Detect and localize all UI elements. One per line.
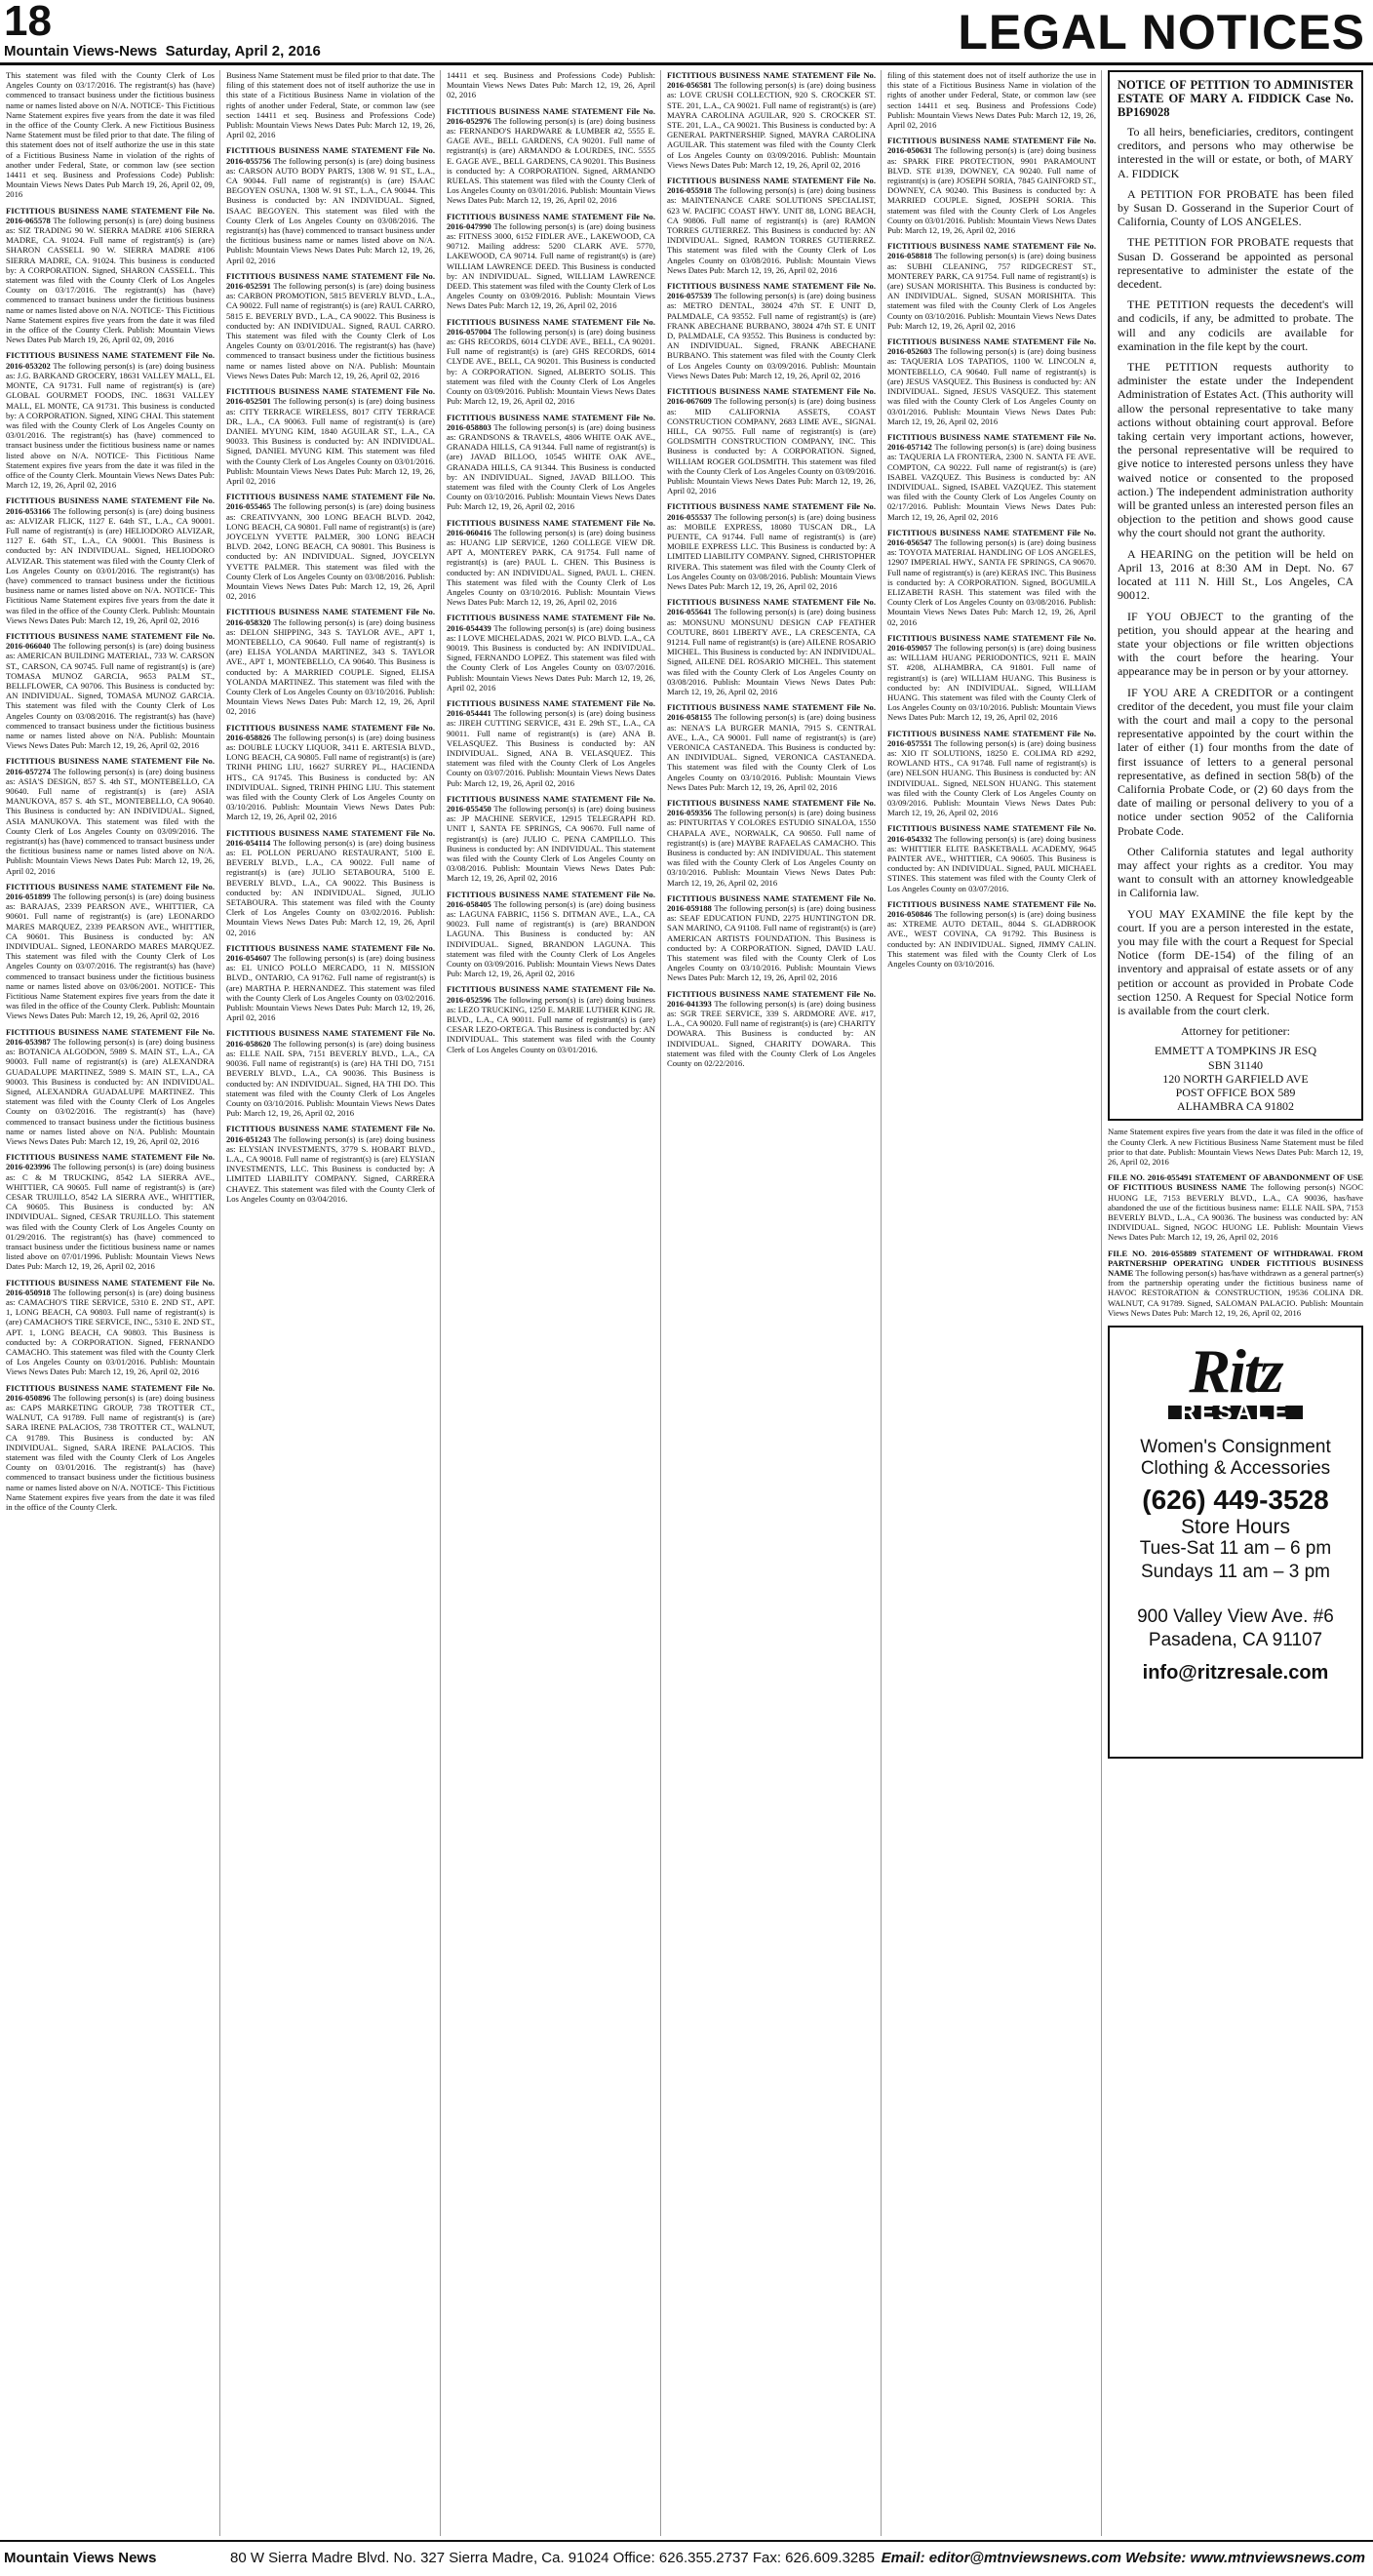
notice-heading: FILE NO. 2016-055889 STATEMENT OF WITHDRAWAL FROM PARTNERSHIP OPERATING UNDER FICTITIOUS BUSINESS NAME (1108, 1248, 1363, 1279)
legal-notice (226, 386, 435, 486)
notice-heading: FICTITIOUS BUSINESS NAME STATEMENT File No. 2016-058320 (226, 607, 435, 627)
notice-body: The following person(s) is (are) doing business as: TOYOTA MATERIAL HANDLING OF LOS ANGELES, 12907 IMPERIAL HWY., SANTA FE SPRINGS, CA 90670. Full name of registrant(s) is (are) KERAS INC. This Business is conducted by: A CORPORATION. Signed, BOGUMILA ELIZABETH RASH. This statement was filed with the County Clerk of Los Angeles County on 03/08/2016. Publish: Mountain Views News Dates Pub: March 12, 19, 26, April 02, 2016 (887, 536, 1096, 627)
notice-heading: FICTITIOUS BUSINESS NAME STATEMENT File No. 2016-058620 (226, 1028, 435, 1049)
notice-body: The following person(s) is (are) doing business as: GHS RECORDS, 6014 CLYDE AVE., BELL, CA 90201. Full name of registrant(s) is (are) GHS RECORDS, 6014 CLYDE AVE., BELL, CA 90201. This Business is conducted by: A CORPORATION. Signed, ALBERTO SOLIS. This statement was filed with the County Clerk of Los Angeles County on 03/09/2016. Publish: Mountain Views News Dates Pub: March 12, 19, 26, April 02, 2016 (447, 326, 655, 407)
notice-body: The following person(s) is (are) doing business as: BARAJAS, 2339 PEARSON AVE., WHITTIER, CA 90601. Full name of registrant(s) is (are) LEONARDO MARES MARQUEZ, 2339 PEARSON AVE., WHITTIER, CA 90601. This Business is conducted by: AN INDIVIDUAL. Signed, LEONARDO MARES MARQUEZ. This statement was filed with the County Clerk of Los Angeles County on 03/07/2016. The registrant(s) has (have) commenced to transact business under the fictitious business name or names listed above on 03/06/2001. NOTICE- This Fictitious Name Statement expires five years from the date it was filed in the office of the County Clerk. Publish: Mountain Views News Dates Pub: March 12, 19, 26, April 02, 2016 (6, 892, 215, 1021)
legal-notice (447, 317, 655, 407)
column-3 (447, 70, 655, 2536)
legal-notice (887, 241, 1096, 331)
notice-body: The following person(s) is (are) doing business as: TAQUERIA LA FRONTERA, 2300 N. SANTA FE AVE. COMPTON, CA 90222. Full name of registrant(s) is (are) ISABEL VAZQUEZ. This Business is conducted by: AN INDIVIDUAL. Signed, ISABEL VAZQUEZ. This statement was filed with the County Clerk of Los Angeles County on 02/17/2016. Publish: Mountain Views News Dates Pub: March 12, 19, 26, April 02, 2016 (887, 442, 1096, 522)
notice-heading: FICTITIOUS BUSINESS NAME STATEMENT File No. 2016-056547 (887, 527, 1096, 547)
notice-heading: FICTITIOUS BUSINESS NAME STATEMENT File No. 2016-051899 (6, 881, 215, 902)
legal-notice (6, 495, 215, 625)
ad-hours-title: Store Hours (1180, 1516, 1291, 1539)
notice-body: The following person(s) is (are) doing business as: LOVE CRUSH COLLECTION, 920 S. CROCKER ST. STE. 201, L.A., CA 90021. Full name of registrant(s) is (are) MAYRA CAROLINA AGUILAR, 920 S. CROCKER ST. STE. 201, L.A., CA 90021. This Business is conducted by: A GENERAL PARTNERSHIP. Signed, MAYRA CAROLINA AGUILAR. This statement was filed with the County Clerk of Los Angeles County on 03/09/2016. Publish: Mountain Views News Dates Pub: March 12, 19, 26, April 02, 2016 (667, 80, 876, 170)
legal-notice (447, 698, 655, 788)
legal-notice (226, 1028, 435, 1118)
header-divider (0, 62, 1373, 65)
notice-heading: FICTITIOUS BUSINESS NAME STATEMENT File No. 2016-067609 (667, 386, 876, 407)
attorney-line: ALHAMBRA CA 91802 (1176, 1099, 1295, 1114)
issue-date: Saturday, April 2, 2016 (165, 43, 321, 59)
notice-body: The following person(s) is (are) doing business as: CARSON AUTO BODY PARTS, 1308 W. 91 ST., L.A., CA 90044. Full name of registrant(s) is (are) ISAAC BEGOYEN OSUNA, 1308 W. 91 ST., L.A., CA 90044. This Business is conducted by: AN INDIVIDUAL. Signed, ISAAC BEGOYEN. This statement was filed with the County Clerk of Los Angeles County on 03/08/2016. The registrant(s) has (have) commenced to transact business under the fictitious business name or names listed above on N/A. Publish: Mountain Views News Dates Pub: March 12, 19, 26, April 02, 2016 (226, 155, 435, 265)
legal-notice (6, 206, 215, 345)
ad-address-line: Pasadena, CA 91107 (1148, 1629, 1323, 1650)
notice-body: The following person(s) has/have withdrawn as a general partner(s) from the partnership operating under the fictitious business name of HAVOC RESTORATION & CONSTRUCTION, 19536 COLINA DR. WALNUT, CA 91789. Signed, SALOMAN PALACIO. Publish: Mountain Views News Dates Pub: March 12, 19, 26, April 02, 2016 (1108, 1268, 1363, 1318)
ad-tagline: Women's Consignment Clothing & Accessories (1140, 1437, 1331, 1480)
notice-body: The following person(s) is (are) doing business as: MID CALIFORNIA ASSETS, COAST CONSTRUCTION COMPANY, 2683 LIME AVE., SIGNAL HILL, CA 90755. Full name of registrant(s) is (are) GOLDSMITH CONSTRUCTION COMPANY, INC. This Business is conducted by: A CORPORATION. Signed, WILLIAM ROGER GOLDSMITH. This statement was filed with the County Clerk of Los Angeles County on 03/09/2016. Publish: Mountain Views News Dates Pub: March 12, 19, 26, April 02, 2016 (667, 396, 876, 496)
notice-heading: FICTITIOUS BUSINESS NAME STATEMENT File No. 2016-058818 (887, 241, 1096, 261)
notice-heading: FICTITIOUS BUSINESS NAME STATEMENT File No. 2016-055641 (667, 597, 876, 617)
legal-notice (667, 702, 876, 792)
notice-heading: FICTITIOUS BUSINESS NAME STATEMENT File No. 2016-050631 (887, 136, 1096, 156)
notice-body: The following person(s) is (are) doing business as: CAMACHO'S TIRE SERVICE, 5310 E. 2ND ST., APT. 1, LONG BEACH, CA 90803. Full name of registrant(s) is (are) CAMACHO'S TIRE SERVICE, INC., 5310 E. 2ND ST., APT. 1, LONG BEACH, CA 90803. This Business is conducted by: A CORPORATION. Signed, FERNANDO CAMACHO. This statement was filed with the County Clerk of Los Angeles County on 03/01/2016. Publish: Mountain Views News Dates Pub: March 12, 19, 26, April 02, 2016 (6, 1287, 215, 1377)
legal-notice (226, 607, 435, 716)
column-divider (440, 70, 441, 2536)
notice-heading: FICTITIOUS BUSINESS NAME STATEMENT File No. 2016-055450 (447, 793, 655, 814)
petition-paragraph: A HEARING on the petition will be held on April 13, 2016 at 8:30 AM in Dept. No. 67 located at 111 N. Hill St., Los Angeles, CA 90012. (1118, 546, 1353, 603)
notice-body: The following person(s) is (are) doing business as: EL POLLON PERUANO RESTAURANT, 5100 E. BEVERLY BLVD., L.A., CA 90022. Full name of registrant(s) is (are) JULIO SETABOURA, 5100 E. BEVERLY BLVD., L.A., CA 90022. This Business is conducted by: AN INDIVIDUAL. Signed, JULIO SETABOURA. This statement was filed with the County Clerk of Los Angeles County on 03/02/2016. Publish: Mountain Views News Dates Pub: March 12, 19, 26, April 02, 2016 (226, 837, 435, 937)
notice-body: The following person(s) is (are) doing business as: SGR TREE SERVICE, 339 S. ARDMORE AVE. #17, L.A., CA 90020. Full name of registrant(s) is (are) CHARITY DOWARA. This Business is conducted by: AN INDIVIDUAL. Signed, CHARITY DOWARA. This statement was filed with the County Clerk of Los Angeles County on 02/22/2016. (667, 998, 876, 1069)
notice-body: Business Name Statement must be filed prior to that date. The filing of this statement does not of itself authorize the use in this state of a Fictitious Business Name in violation of the rights of another under Federal, State, or common law (see section 14411 et seq. Business and Professions Code) Publish: Mountain Views News Dates Pub: March 12, 19, 26, April 02, 2016 (226, 70, 435, 140)
legal-notice (887, 823, 1096, 892)
notice-heading: FICTITIOUS BUSINESS NAME STATEMENT File No. 2016-055465 (226, 492, 435, 512)
footer-contact: Email: editor@mtnviewsnews.com Website: www.mtnviewsnews.com (881, 2550, 1365, 2566)
notice-heading: FICTITIOUS BUSINESS NAME STATEMENT File No. 2016-054439 (447, 613, 655, 633)
column-divider (881, 70, 882, 2536)
ad-address-line: 900 Valley View Ave. #6 (1137, 1605, 1334, 1627)
legal-notice (226, 1124, 435, 1204)
legal-notice (667, 597, 876, 696)
notice-body: The following person(s) is (are) doing business as: I LOVE MICHELADAS, 2021 W. PICO BLVD. L.A., CA 90019. This Business is conducted by: AN INDIVIDUAL. Signed, FERNANDO LOPEZ. This statement was filed with the County Clerk of Los Angeles County on 03/07/2016. Publish: Mountain Views News Dates Pub: March 12, 19, 26, April 02, 2016 (447, 622, 655, 693)
notice-heading: FICTITIOUS BUSINESS NAME STATEMENT File No. 2016-059356 (667, 798, 876, 818)
notice-heading: FICTITIOUS BUSINESS NAME STATEMENT File No. 2016-055537 (667, 501, 876, 522)
petition-paragraph: Other California statutes and legal authority may affect your rights as a creditor. You may want to consult with an attorney knowledgeable in California law. (1118, 844, 1353, 900)
notice-body: The following person(s) is (are) doing business as: PINTURITAS Y COLORES ESTUDIO SINALOA, 1550 CHAPALA AVE., NORWALK, CA 90650. Full name of registrant(s) is (are) MAYBE RAFAELAS CAMACHO. This Business is conducted by: AN INDIVIDUAL. This statement was filed with the County Clerk of Los Angeles County on 03/10/2016. Publish: Mountain Views News Dates Pub: March 12, 19, 26, April 02, 2016 (667, 808, 876, 888)
notice-heading: FICTITIOUS BUSINESS NAME STATEMENT File No. 2016-060416 (447, 517, 655, 537)
notice-heading: FICTITIOUS BUSINESS NAME STATEMENT File No. 2016-058826 (226, 722, 435, 742)
legal-notice (887, 633, 1096, 723)
petition-paragraphs (1118, 125, 1353, 1017)
legal-notice (226, 723, 435, 822)
petition-title: NOTICE OF PETITION TO ADMINISTER ESTATE OF MARY A. FIDDICK Case No. BP169028 (1118, 78, 1353, 119)
legal-notice (6, 350, 215, 490)
publication-dateline (4, 43, 321, 59)
notice-body: The following person(s) is (are) doing business as: XTREME AUTO DETAIL, 8044 S. GLADBROOK AVE., WEST COVINA, CA 91792. This Business is conducted by: AN INDIVIDUAL. Signed, JIMMY CALIN. This statement was filed with the County Clerk of Los Angeles County on 03/10/2016. (887, 909, 1096, 970)
notice-body: The following person(s) is (are) doing business as: CITY TERRACE WIRELESS, 8017 CITY TERRACE DR., L.A., CA 90063. Full name of registrant(s) is (are) DANIEL MYUNG KIM, 1840 AGUILAR ST., L.A., CA 90033. This Business is conducted by: AN INDIVIDUAL. Signed, DANIEL MYUNG KIM. This statement was filed with the County Clerk of Los Angeles County on 03/01/2016. Publish: Mountain Views News Dates Pub: March 12, 19, 26, April 02, 2016 (226, 396, 435, 486)
notice-heading: FICTITIOUS BUSINESS NAME STATEMENT File No. 2016-066040 (6, 630, 215, 652)
legal-notice (447, 106, 655, 206)
notice-heading: FICTITIOUS BUSINESS NAME STATEMENT File No. 2016-053987 (6, 1026, 215, 1047)
legal-notice (6, 1027, 215, 1146)
notice-heading: FICTITIOUS BUSINESS NAME STATEMENT File No. 2016-053202 (6, 350, 215, 371)
legal-notice (667, 386, 876, 495)
notice-body: The following person(s) is (are) doing business as: DOUBLE LUCKY LIQUOR, 3411 E. ARTESIA BLVD., LONG BEACH, CA 90805. Full name of registrant(s) is (are) TRINH PHING LIU, 16627 SURREY PL., HACIENDA HTS., CA 91745. This Business is conducted by: AN INDIVIDUAL. Signed, TRINH PHING LIU. This statement was filed with the County Clerk of Los Angeles County on 03/10/2016. Publish: Mountain Views News Dates Pub: March 12, 19, 26, April 02, 2016 (226, 732, 435, 822)
column-divider (219, 70, 220, 2536)
notice-body: The following person(s) is (are) doing business as: SUBHI CLEANING, 757 RIDGECREST ST., MONTEREY PARK, CA 91754. Full name of registrant(s) is (are) SUSAN MORISHITA. This Business is conducted by: AN INDIVIDUAL. Signed, SUSAN MORISHITA. This statement was filed with the County Clerk of Los Angeles County on 03/10/2016. Publish: Mountain Views News Dates Pub: March 12, 19, 26, April 02, 2016 (887, 251, 1096, 331)
legal-notice (226, 145, 435, 264)
column-divider (660, 70, 661, 2536)
legal-notice (1108, 1248, 1363, 1318)
legal-notice (887, 70, 1096, 130)
column-6-notices (1108, 1127, 1363, 1318)
legal-notice (447, 212, 655, 311)
notice-body: The following person(s) is (are) doing business as: ALVIZAR FLICK, 1127 E. 64th ST., L.A., CA 90001. Full name of registrant(s) is (are) HELIODORO ALVIZAR, 1127 E. 64th ST., L.A., CA 90001. This Business is conducted by: AN INDIVIDUAL. Signed, HELIODORO ALVIZAR. This statement was filed with the County Clerk of Los Angeles County on 03/01/2016. The registrant(s) has (have) commenced to transact business under the fictitious business name or names listed above on N/A. NOTICE- This Fictitious Name Statement expires five years from the date it was filed in the office of the County Clerk. Publish: Mountain Views News Dates Pub: March 12, 19, 26, April 02, 2016 (6, 505, 215, 625)
notice-heading: FICTITIOUS BUSINESS NAME STATEMENT File No. 2016-065578 (6, 205, 215, 225)
notice-body: The following person(s) is (are) doing business as: GRANDSONS & TRAVELS, 4806 WHITE OAK AVE., GRANADA HILLS, CA 91344. Full name of registrant(s) is (are) JAVAD BILLOO, 10545 WHITE OAK AVE., GRANADA HILLS, CA 91344. This Business is conducted by: AN INDIVIDUAL. Signed, JAVAD BILLOO. This statement was filed with the County Clerk of Los Angeles County on 03/10/2016. Publish: Mountain Views News Dates Pub: March 12, 19, 26, April 02, 2016 (447, 421, 655, 512)
notice-body: The following person(s) is (are) doing business as: JIREH CUTTING SERVICE, 431 E. 29th ST., L.A., CA 90011. Full name of registrant(s) is (are) ANA B. VELASQUEZ. This Business is conducted by: AN INDIVIDUAL. Signed, ANA B. VELASQUEZ. This statement was filed with the County Clerk of Los Angeles County on 03/07/2016. Publish: Mountain Views News Dates Pub: March 12, 19, 26, April 02, 2016 (447, 708, 655, 788)
notice-body: The following person(s) is (are) doing business as: JP MACHINE SERVICE, 12915 TELEGRAPH RD. UNIT I, SANTA FE SPRINGS, CA 90670. Full name of registrant(s) is (are) JULIO C. PENA CAMPILLO. This Business is conducted by: AN INDIVIDUAL. This statement was filed with the County Clerk of Los Angeles County on 03/08/2016. Publish: Mountain Views News Dates Pub: March 12, 19, 26, April 02, 2016 (447, 804, 655, 884)
notice-heading: FICTITIOUS BUSINESS NAME STATEMENT File No. 2016-054332 (887, 823, 1096, 844)
notice-heading: FICTITIOUS BUSINESS NAME STATEMENT File No. 2016-051243 (226, 1124, 435, 1144)
notice-heading: FICTITIOUS BUSINESS NAME STATEMENT File No. 2016-052596 (447, 984, 655, 1005)
notice-heading: FICTITIOUS BUSINESS NAME STATEMENT File No. 2016-050896 (6, 1382, 215, 1403)
ad-hours-line: Sundays 11 am – 3 pm (1141, 1561, 1330, 1582)
legal-notice (887, 528, 1096, 627)
notice-body: The following person(s) is (are) doing business as: CREATIVYANN, 300 LONG BEACH BLVD. 2042, LONG BEACH, CA 90801. Full name of registrant(s) is (are) JOYCELYN YVETTE PALMER, 300 LONG BEACH BLVD. 2042, LONG BEACH, CA 90801. This Business is conducted by: AN INDIVIDUAL. Signed, JOYCELYN YVETTE PALMER. This statement was filed with the County Clerk of Los Angeles County on 03/08/2016. Publish: Mountain Views News Dates Pub: March 12, 19, 26, April 02, 2016 (226, 501, 435, 602)
petition-paragraph: THE PETITION FOR PROBATE requests that Susan D. Gosserand be appointed as personal representative to administer the estate of the decedent. (1118, 235, 1353, 292)
ad-phone: (626) 449-3528 (1142, 1485, 1329, 1516)
notice-heading: FICTITIOUS BUSINESS NAME STATEMENT File No. 2016-023996 (6, 1152, 215, 1172)
notice-body: The following person(s) is (are) doing business as: NENA'S LA BURGER MANIA, 7915 S. CENTRAL AVE., L.A., CA 90001. Full name of registrant(s) is (are) VERONICA CASTANEDA. This Business is conducted by: AN INDIVIDUAL. Signed, VERONICA CASTANEDA. This statement was filed with the County Clerk of Los Angeles County on 03/10/2016. Publish: Mountain Views News Dates Pub: March 12, 19, 26, April 02, 2016 (667, 712, 876, 792)
legal-notice (447, 413, 655, 512)
notice-heading: FICTITIOUS BUSINESS NAME STATEMENT File No. 2016-059057 (887, 632, 1096, 653)
legal-notice (667, 893, 876, 983)
column-6 (1108, 70, 1363, 2536)
legal-notice (6, 1278, 215, 1377)
notice-body: The following person(s) is (are) doing business as: LEZO TRUCKING, 1250 E. MARIE LUTHER KING JR. BLVD., L.A., CA 90011. Full name of registrant(s) is (are) CESAR LEZO-ORTEGA. This Business is conducted by: AN INDIVIDUAL. This statement was filed with the County Clerk of Los Angeles County on 03/01/2016. (447, 994, 655, 1054)
legal-notice (447, 70, 655, 100)
legal-notice (447, 518, 655, 608)
petition-paragraph: YOU MAY EXAMINE the file kept by the court. If you are a person interested in the estate, you may file with the court a Request for Special Notice (form DE-154) of the filing of an inventory and appraisal of estate assets or of any petition or account as provided in Probate Code section 1250. A Request for Special Notice form is available from the court clerk. (1118, 906, 1353, 1017)
notice-body: The following person(s) is (are) doing business as: SPARK FIRE PROTECTION, 9901 PARAMOUNT BLVD. STE #139, DOWNEY, CA 90240. Full name of registrant(s) is (are) JOSEPH SORIA, 7845 GAINFORD ST., DOWNEY, CA 90240. This Business is conducted by: A MARRIED COUPLE. Signed, JOSEPH SORIA. This statement was filed with the County Clerk of Los Angeles County on 03/01/2016. Publish: Mountain Views News Dates Pub: March 12, 19, 26, April 02, 2016 (887, 145, 1096, 236)
legal-notice (667, 281, 876, 380)
notice-body: The following person(s) is (are) doing business as: LAGUNA FABRIC, 1156 S. DITMAN AVE., L.A., CA 90023. Full name of registrant(s) is (are) BRANDON LAGUNA. This Business is conducted by: AN INDIVIDUAL. Signed, BRANDON LAGUNA. This statement was filed with the County Clerk of Los Angeles County on 03/09/2016. Publish: Mountain Views News Dates Pub: March 12, 19, 26, April 02, 2016 (447, 898, 655, 979)
notice-heading: FICTITIOUS BUSINESS NAME STATEMENT File No. 2016-052603 (887, 337, 1096, 357)
notice-body: The following person(s) is (are) doing business as: SIZ TRADING 90 W. SIERRA MADRE #106 SIERRA MADRE, CA. 91024. Full name of registrant(s) is (are) SHARON CASSELL 90 W. SIERRA MADRE #106 SIERRA MADRE, CA. 91024. This business is conducted by: A CORPORATION. Signed, SHARON CASSELL. This statement was filed with the County Clerk of Los Angeles County on 03/17/2016. The registrant(s) has (have) commenced to transact business under the fictitious business name or names listed above on N/A. NOTICE- This Fictitious Name Statement expires five years from the date it was filed in the office of the County Clerk. Publish: Mountain Views News Dates Pub March 19, 26, April 02, 09, 2016 (6, 215, 215, 345)
notice-heading: FICTITIOUS BUSINESS NAME STATEMENT File No. 2016-052591 (226, 270, 435, 292)
notice-heading: FICTITIOUS BUSINESS NAME STATEMENT File No. 2016-052501 (226, 386, 435, 407)
notice-body: The following person(s) is (are) doing business as: METRO DENTAL, 38024 47th ST. E UNIT D, PALMDALE, CA 93552. Full name of registrant(s) is (are) FRANK ABECHANE BURBANO, 38024 47th ST. E UNIT D, PALMDALE, CA 93552. This Business is conducted by: AN INDIVIDUAL. Signed, FRANK ABECHANE BURBANO. This statement was filed with the County Clerk of Los Angeles County on 03/09/2016. Publish: Mountain Views News Dates Pub: March 12, 19, 26, April 02, 2016 (667, 291, 876, 380)
legal-notice (887, 729, 1096, 818)
notice-body: The following person(s) is (are) doing business as: CARBON PROMOTION, 5815 BEVERLY BLVD., L.A., CA 90022. Full name of registrant(s) is (are) RAUL CARRO, 5815 E. BEVERLY BVD., L.A., CA 90022. This Business is conducted by: AN INDIVIDUAL. Signed, RAUL CARRO. This statement was filed with the County Clerk of Los Angeles County on 03/01/2016. The registrant(s) has (have) commenced to transact business under the fictitious business name or names listed above on N/A. Publish: Mountain Views News Dates Pub: March 12, 19, 26, April 02, 2016 (226, 281, 435, 380)
ad-logo-sub: RESALE (1168, 1406, 1302, 1419)
notice-heading: FICTITIOUS BUSINESS NAME STATEMENT File No. 2016-050918 (6, 1277, 215, 1297)
ad-hours (1110, 1537, 1361, 1584)
notice-heading: FICTITIOUS BUSINESS NAME STATEMENT File No. 2016-057274 (6, 756, 215, 776)
legal-notice (667, 798, 876, 888)
attorney-line: POST OFFICE BOX 589 (1175, 1086, 1296, 1099)
notice-body: The following person(s) is (are) doing business as: MONSUNU MONSUNU DESIGN CAP FEATHER COUTURE, 8601 LIBERTY AVE., LA CRESCENTA, CA 91214. Full name of registrant(s) is (are) AILENE ROSARIO MICHEL. This Business is conducted by: AN INDIVIDUAL. Signed, AILENE DEL ROSARIO MICHEL. This statement was filed with the County Clerk of Los Angeles County on 03/08/2016. Publish: Mountain Views News Dates Pub: March 12, 19, 26, April 02, 2016 (667, 607, 876, 696)
legal-notice (887, 337, 1096, 426)
section-title: LEGAL NOTICES (958, 5, 1365, 59)
legal-notice (887, 432, 1096, 522)
legal-notice (667, 176, 876, 275)
attorney-line: 120 NORTH GARFIELD AVE (1162, 1071, 1309, 1086)
petition-paragraph: To all heirs, beneficiaries, creditors, contingent creditors, and persons who may otherwise be interested in the will or estate, or both, of MARY A. FIDDICK (1118, 125, 1353, 180)
notice-heading: FICTITIOUS BUSINESS NAME STATEMENT File No. 2016-057539 (667, 281, 876, 301)
column-divider (1101, 70, 1102, 2536)
notice-body: The following person(s) is (are) doing business as: TAQUERIA LOS TAPATIOS, 1100 W. LINCOLN #, MONTEBELLO, CA 90640. Full name of registrant(s) is (are) JESUS VASQUEZ. This Business is conducted by: AN INDIVIDUAL. Signed, JESUS VASQUEZ. This statement was filed with the County Clerk of Los Angeles County on 03/01/2016. Publish: Mountain Views News Dates Pub: March 12, 19, 26, April 02, 2016 (887, 346, 1096, 426)
notice-body: The following person(s) NGOC HUONG LE, 7153 BEVERLY BLVD., L.A., CA 90036, has/have abandoned the use of the fictitious business name: ELLE NAIL SPA, 7153 BEVERLY BLVD., L.A., CA 90036. The business was conducted by: AN INDIVIDUAL. Signed, NGOC HUONG LE. Publish: Mountain Views News Dates Pub: March 12, 19, 26, April 02, 2016 (1108, 1182, 1363, 1243)
notice-heading: FICTITIOUS BUSINESS NAME STATEMENT File No. 2016-057004 (447, 316, 655, 337)
legal-notice (667, 989, 876, 1069)
notice-body: filing of this statement does not of itself authorize the use in this state of a Fictitious Business Name in violation of the rights of another under Federal, State, or common law (see section 14411 et seq. Business and Professions Code) Publish: Mountain Views News Dates Pub: March 12, 19, 26, April 02, 2016 (887, 70, 1096, 131)
notice-body: The following person(s) is (are) doing business as: FITNESS 3000, 6152 FIDLER AVE., LAKEWOOD, CA 90712. Mailing address: 5200 CLARK AVE. 5770, LAKEWOOD, CA 90714. Full name of registrant(s) is (are) WILLIAM LAWRENCE DEED. This Business is conducted by: AN INDIVIDUAL. Signed, WILLIAM LAWRENCE DEED. This statement was filed with the County Clerk of Los Angeles County on 03/09/2016. Publish: Mountain Views News Dates Pub: March 12, 19, 26, April 02, 2016 (447, 220, 655, 311)
petition-paragraph: IF YOU OBJECT to the granting of the petition, you should appear at the hearing and state your objections or file written objections with the court before the hearing. Your appearance may be in person or by your attorney. (1118, 609, 1353, 679)
footer-address: 80 W Sierra Madre Blvd. No. 327 Sierra Madre, Ca. 91024 Office: 626.355.2737 Fax: 626.609.3285 (230, 2550, 875, 2566)
notice-heading: FICTITIOUS BUSINESS NAME STATEMENT File No. 2016-054441 (447, 697, 655, 719)
notice-body: This statement was filed with the County Clerk of Los Angeles County on 03/17/2016. The registrant(s) has (have) commenced to transact business under the fictitious business name or names listed above on N/A. NOTICE- This Fictitious Name Statement expires five years from the date it was filed in the office of the County Clerk. A new Fictitious Business Name Statement must be filed prior to that date. The filing of this statement does not of itself authorize the use in this state of a Fictitious Business Name in violation of the rights of another under Federal, State, or common law (see section 14411 et seq. Business and Professions Code) Publish: Mountain Views News Dates Pub March 19, 26, April 02, 09, 2016 (6, 70, 215, 200)
ad-logo: Ritz (1189, 1336, 1282, 1407)
page-header (0, 0, 1373, 60)
ritz-resale-ad (1108, 1326, 1363, 1759)
notice-body: The following person(s) is (are) doing business as: MAINTENANCE CARE SOLUTIONS SPECIALIST, 623 W. PACIFIC COAST HWY. UNIT 88, LONG BEACH, CA 90806. Full name of registrant(s) is (are) RAMON TORRES GUTIERREZ. This Business is conducted by: AN INDIVIDUAL. Signed, RAMON TORRES GUTIERREZ. This statement was filed with the County Clerk of Los Angeles County on 03/08/2016. Publish: Mountain Views News Dates Pub: March 12, 19, 26, April 02, 2016 (667, 185, 876, 275)
notice-heading: FICTITIOUS BUSINESS NAME STATEMENT File No. 2016-058405 (447, 889, 655, 909)
legal-notice (226, 828, 435, 937)
footer-publication: Mountain Views News (4, 2550, 157, 2566)
legal-notice (226, 492, 435, 601)
legal-notice (6, 631, 215, 750)
attorney-line: SBN 31140 (1208, 1057, 1263, 1072)
legal-notice (887, 899, 1096, 969)
legal-notice (6, 70, 215, 200)
probate-petition-notice (1108, 70, 1363, 1121)
notice-heading: FICTITIOUS BUSINESS NAME STATEMENT File No. 2016-050846 (887, 898, 1096, 920)
notice-body: The following person(s) is (are) doing business as: ASIA'S DESIGN, 857 S. 4th ST., MONTEBELLO, CA 90640. Full name of registrant(s) is (are) ASIA MANUKOVA, 857 S. 4th ST., MONTEBELLO, CA 90640. This Business is conducted by: AN INDIVIDUAL. Signed, ASIA MANUKOVA. This statement was filed with the County Clerk of Los Angeles County on 03/09/2016. The registrant(s) has (have) commenced to transact business under the fictitious business name or names listed above on N/A. Publish: Mountain Views News Dates Pub: March 12, 19, 26, April 02, 2016 (6, 766, 215, 876)
ad-address (1110, 1605, 1361, 1652)
notice-body: The following person(s) is (are) doing business as: MOBILE EXPRESS, 18080 TUSCAN DR., LA PUENTE, CA 91744. Full name of registrant(s) is (are) MOBILE EXPRESS LLC. This Business is conducted by: A LIMITED LIABILITY COMPANY. Signed, CHRISTOPHER RIVERA. This statement was filed with the County Clerk of Los Angeles County on 03/08/2016. Publish: Mountain Views News Dates Pub: March 12, 19, 26, April 02, 2016 (667, 511, 876, 591)
notice-body: The following person(s) is (are) doing business as: XIO IT SOLUTIONS, 18250 E. COLIMA RD #292, ROWLAND HTS., CA 91748. Full name of registrant(s) is (are) NELSON HUANG. This Business is conducted by: AN INDIVIDUAL. Signed, NELSON HUANG. This statement was filed with the County Clerk of Los Angeles County on 03/09/2016. Publish: Mountain Views News Dates Pub: March 12, 19, 26, April 02, 2016 (887, 737, 1096, 818)
notice-body: The following person(s) is (are) doing business as: HUANG LIP SERVICE, 1260 COLLEGE VIEW DR. APT A, MONTEREY PARK, CA 91754. Full name of registrant(s) is (are) PAUL L. CHEN. This Business is conducted by: AN INDIVIDUAL. Signed, PAUL L. CHEN. This statement was filed with the County Clerk of Los Angeles County on 03/10/2016. Publish: Mountain Views News Dates Pub: March 12, 19, 26, April 02, 2016 (447, 527, 655, 608)
notice-heading: FICTITIOUS BUSINESS NAME STATEMENT File No. 2016-058155 (667, 702, 876, 723)
legal-notice (6, 1383, 215, 1513)
publication-name: Mountain Views-News (4, 43, 158, 59)
column-4 (667, 70, 876, 2536)
legal-notice (887, 136, 1096, 235)
notice-body: The following person(s) is (are) doing business as: C & M TRUCKING, 8542 LA SIERRA AVE., WHITTIER, CA 90605. Full name of registrant(s) is (are) CESAR TRUJILLO, 8542 LA SIERRA AVE., WHITTIER, CA 90605. This Business is conducted by: AN INDIVIDUAL. Signed, CESAR TRUJILLO. This statement was filed with the County Clerk of Los Angeles County on 01/29/2016. The registrant(s) has (have) commenced to transact business under the fictitious business name or names listed above on 07/01/1996. Publish: Mountain Views News Dates Pub: March 12, 19, 26, April 02, 2016 (6, 1162, 215, 1272)
notice-heading: FICTITIOUS BUSINESS NAME STATEMENT File No. 2016-041393 (667, 988, 876, 1009)
notice-heading: FICTITIOUS BUSINESS NAME STATEMENT File No. 2016-054607 (226, 942, 435, 964)
notice-body: The following person(s) is (are) doing business as: FERNANDO'S HARDWARE & LUMBER #2, 5555 E. GAGE AVE., BELL GARDENS, CA 90201. Full name of registrant(s) is (are) ARMANDO & LOURDES, INC. 5555 E. GAGE AVE., BELL GARDENS, CA 90201. This Business is conducted by: A CORPORATION. Signed, ARMANDO RUELAS. This statement was filed with the County Clerk of Los Angeles County on 03/01/2016. Publish: Mountain Views News Dates Pub: March 12, 19, 26, April 02, 2016 (447, 115, 655, 206)
ad-hours-line: Tues-Sat 11 am – 6 pm (1139, 1537, 1332, 1559)
legal-notice (447, 984, 655, 1053)
notice-body: The following person(s) is (are) doing business as: ELYSIAN INVESTMENTS, 3779 S. HOBART BLVD., L.A., CA 90018. Full name of registrant(s) is (are) ELYSIAN INVESTMENTS, LLC. This Business is conducted by: A LIMITED LIABILITY COMPANY. Signed, CARRERA CHAVEZ. This statement was filed with the County Clerk of Los Angeles County on 03/04/2016. (226, 1133, 435, 1204)
notice-body: 14411 et seq. Business and Professions Code) Publish: Mountain Views News Dates Pub: March 12, 19, 26, April 02, 2016 (447, 70, 655, 100)
notice-heading: FICTITIOUS BUSINESS NAME STATEMENT File No. 2016-058803 (447, 412, 655, 432)
legal-notice (226, 943, 435, 1023)
legal-notice (6, 882, 215, 1021)
legal-notice (667, 501, 876, 591)
notice-heading: FICTITIOUS BUSINESS NAME STATEMENT File No. 2016-056581 (667, 70, 876, 91)
notice-heading: FICTITIOUS BUSINESS NAME STATEMENT File No. 2016-059188 (667, 892, 876, 914)
petition-paragraph: A PETITION FOR PROBATE has been filed by Susan D. Gosserand in the Superior Court of California, County of LOS ANGELES. (1118, 186, 1353, 229)
notice-body: The following person(s) is (are) doing business as: J.G. BARKAND GROCERY, 18631 VALLEY MALL, EL MONTE, CA 91731. Full name of registrant(s) is (are) GLOBAL GOURMET FOODS, INC. 18631 VALLEY MALL, EL MONTE, CA 91731. This business is conducted by: A CORPORATION. Signed, XING CHAI. This statement was filed with the County Clerk of Los Angeles County on 03/01/2016. The registrant(s) has (have) commenced to transact business under the fictitious business name or names listed above on N/A. NOTICE- This Fictitious Name Statement expires five years from the date it was filed in the office of the County Clerk. Mountain Views News Dates Pub: March 12, 19, 26, April 02, 2016 (6, 360, 215, 491)
column-5 (887, 70, 1096, 2536)
notice-heading: FICTITIOUS BUSINESS NAME STATEMENT File No. 2016-054114 (226, 827, 435, 848)
notice-body: The following person(s) is (are) doing business as: CAPS MARKETING GROUP, 738 TROTTER CT., WALNUT, CA 91789. Full name of registrant(s) is (are) SARA IRENE PALACIOS, 738 TROTTER CT., WALNUT, CA 91789. This Business is conducted by: AN INDIVIDUAL. Signed, SARA IRENE PALACIOS. This statement was filed with the County Clerk of Los Angeles County on 03/01/2016. The registrant(s) has (have) commenced to transact business under the fictitious business name or names listed above on N/A. NOTICE- This Fictitious Name Statement expires five years from the date it was filed in the office of the County Clerk. (6, 1392, 215, 1513)
notice-body: The following person(s) is (are) doing business as: WILLIAM HUANG PERIODONTICS, 9211 E. MAIN ST. #208, ALHAMBRA, CA 91801. Full name of registrant(s) is (are) WILLIAM HUANG. This Business is conducted by: AN INDIVIDUAL. Signed, WILLIAM HUANG. This statement was filed with the County Clerk of Los Angeles County on 03/10/2016. Publish: Mountain Views News Dates Pub: March 12, 19, 26, April 02, 2016 (887, 642, 1096, 723)
legal-notice (226, 271, 435, 380)
ad-email: info@ritzresale.com (1142, 1661, 1329, 1684)
notice-heading: FICTITIOUS BUSINESS NAME STATEMENT File No. 2016-052976 (447, 105, 655, 126)
column-1 (6, 70, 215, 2536)
legal-notice (6, 1152, 215, 1271)
legal-notice (667, 70, 876, 170)
attorney-block (1118, 1044, 1353, 1113)
notice-body: The following person(s) is (are) doing business as: DELON SHIPPING, 343 S. TAYLOR AVE., APT 1, MONTEBELLO, CA 90640. Full name of registrant(s) is (are) ELISA YOLANDA MARTINEZ, 343 S. TAYLOR AVE., APT 1, MONTEBELLO, CA 90640. This Business is conducted by: A MARRIED COUPLE. Signed, ELISA YOLANDA MARTINEZ. This statement was filed with the County Clerk of Los Angeles County on 03/10/2016. Publish: Mountain Views News Dates Pub: March 12, 19, 26, April 02, 2016 (226, 616, 435, 717)
legal-notice (447, 613, 655, 693)
notice-heading: FILE NO. 2016-055491 STATEMENT OF ABANDONMENT OF USE OF FICTITIOUS BUSINESS NAME (1108, 1172, 1363, 1193)
notice-body: The following person(s) is (are) doing business as: EL UNICO POLLO MERCADO, 11 N. MISSION BLVD., ONTARIO, CA 91762. Full name of registrant(s) is (are) MARTHA P. HERNANDEZ. This statement was filed with the County Clerk of Los Angeles County on 03/02/2016. Publish: Mountain Views News Dates Pub: March 12, 19, 26, April 02, 2016 (226, 953, 435, 1023)
legal-notice (226, 70, 435, 139)
legal-notice (6, 756, 215, 875)
legal-notice (447, 794, 655, 884)
notice-body: The following person(s) is (are) doing business as: SEAF EDUCATION FUND, 2275 HUNTINGTON DR. SAN MARINO, CA 91108. Full name of registrant(s) is (are) AMERICAN ARTISTS FOUNDATION. This Business is conducted by: A CORPORATION. Signed, DAVID LAU. This statement was filed with the County Clerk of Los Angeles County on 03/10/2016. Publish: Mountain Views News Dates Pub: March 12, 19, 26, April 02, 2016 (667, 903, 876, 983)
attorney-label: Attorney for petitioner: (1181, 1024, 1290, 1039)
notice-body: The following person(s) is (are) doing business as: BOTANICA ALGODON, 5989 S. MAIN ST., L.A., CA 90003. Full name of registrant(s) is (are) ALEXANDRA GUADALUPE MARTINEZ, 5989 S. MAIN ST., L.A., CA 90003. This Business is conducted by: AN INDIVIDUAL. Signed, ALEXANDRA GUADALUPE MARTINEZ. This statement was filed with the County Clerk of Los Angeles County on 03/02/2016. The registrant(s) has (have) commenced to transact business under the fictitious business name or names listed above on N/A. Publish: Mountain Views News Dates Pub: March 12, 19, 26, April 02, 2016 (6, 1036, 215, 1146)
legal-notice (1108, 1172, 1363, 1242)
notice-heading: FICTITIOUS BUSINESS NAME STATEMENT File No. 2016-055756 (226, 145, 435, 166)
petition-paragraph: IF YOU ARE A CREDITOR or a contingent creditor of the decedent, you must file your claim with the court and mail a copy to the personal representative appointed by the court within the later of either (1) four months from the date of first issuance of letters to a general personal representative, as defined in section 58(b) of the California Probate Code, or (2) 60 days from the date of mailing or personal delivery to you of a notice under section 9052 of the California Probate Code. (1118, 685, 1353, 838)
notice-heading: FICTITIOUS BUSINESS NAME STATEMENT File No. 2016-057551 (887, 728, 1096, 748)
notice-heading: FICTITIOUS BUSINESS NAME STATEMENT File No. 2016-055918 (667, 176, 876, 196)
page-number: 18 (4, 0, 52, 45)
petition-paragraph: THE PETITION requests authority to administer the estate under the Independent Administration of Estates Act. (This authority will allow the personal representative to take many actions without obtaining court approval. Before taking certain very important actions, however, the personal representative will be required to give notice to interested persons unless they have waived notice or consented to the proposed action.) The independent administration authority will be granted unless an interested person files an objection to the petition and shows good cause why the court should not grant the authority. (1118, 360, 1353, 540)
attorney-line: EMMETT A TOMPKINS JR ESQ (1154, 1044, 1317, 1058)
notice-heading: FICTITIOUS BUSINESS NAME STATEMENT File No. 2016-057142 (887, 431, 1096, 453)
notice-columns (6, 70, 1367, 2536)
legal-notice (447, 890, 655, 979)
footer-divider (0, 2540, 1373, 2542)
notice-body: The following person(s) is (are) doing business as: ELLE NAIL SPA, 7151 BEVERLY BLVD., L.A., CA 90036. Full name of registrant(s) is (are) HA THI DO, 7151 BEVERLY BLVD., L.A., CA 90036. This Business is conducted by: AN INDIVIDUAL. Signed, HA THI DO. This statement was filed with the County Clerk of Los Angeles County on 03/10/2016. Publish: Mountain Views News Dates Pub: March 12, 19, 26, April 02, 2016 (226, 1038, 435, 1119)
column-2 (226, 70, 435, 2536)
page-footer (0, 2546, 1373, 2571)
notice-body: The following person(s) is (are) doing business as: AMERICAN BUILDING MATERIAL, 733 W. CARSON ST., CARSON, CA 90745. Full name of registrant(s) is (are) TOMASA MUNOZ GARCIA, 9653 PALM ST., BELLFLOWER, CA 90706. This Business is conducted by: AN INDIVIDUAL. Signed, TOMASA MUNOZ GARCIA. This statement was filed with the County Clerk of Los Angeles County on 03/08/2016. The registrant(s) has (have) commenced to transact business under the fictitious business name or names listed above on N/A. Publish: Mountain Views News Dates Pub: March 12, 19, 26, April 02, 2016 (6, 641, 215, 751)
petition-paragraph: THE PETITION requests the decedent's will and codicils, if any, be admitted to probate. The will and any codicils are available for examination in the file kept by the court. (1118, 297, 1353, 353)
notice-heading: FICTITIOUS BUSINESS NAME STATEMENT File No. 2016-053166 (6, 495, 215, 516)
notice-heading: FICTITIOUS BUSINESS NAME STATEMENT File No. 2016-047990 (447, 211, 655, 231)
notice-body: Name Statement expires five years from the date it was filed in the office of the County Clerk. A new Fictitious Business Name Statement must be filed prior to that date. Publish: Mountain Views News Dates Pub: March 12, 19, 26, April 02, 2016 (1108, 1127, 1363, 1168)
notice-body: The following person(s) is (are) doing business as: WHITTIER ELITE BASKETBALL ACADEMY, 9645 PAINTER AVE., WHITTIER, CA 90605. This Business is conducted by: AN INDIVIDUAL. Signed, PAUL MICHAEL STINES. This statement was filed with the County Clerk of Los Angeles County on 03/07/2016. (887, 833, 1096, 893)
legal-notice (1108, 1127, 1363, 1167)
